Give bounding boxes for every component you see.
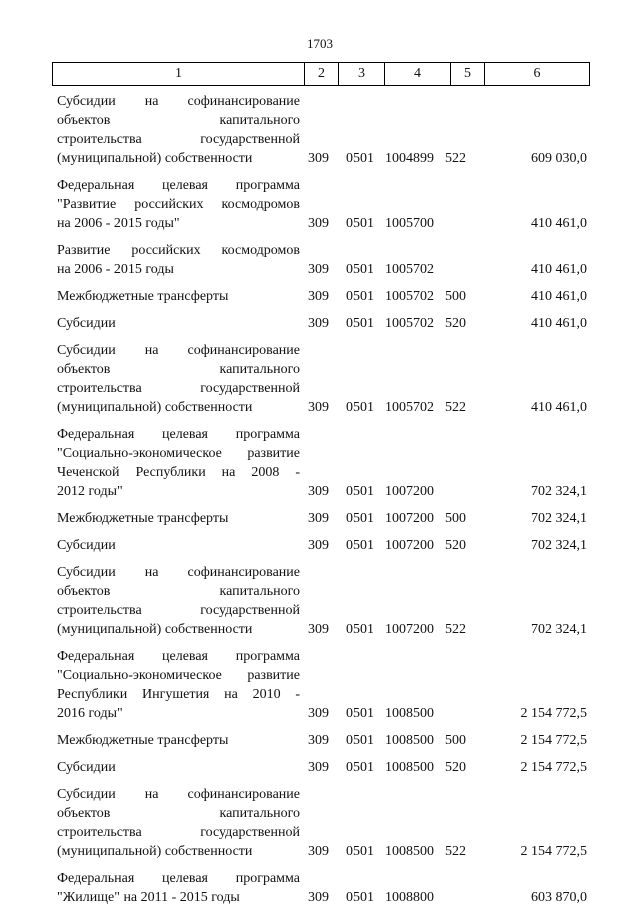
code-ministry: 309: [308, 538, 329, 553]
amount: 2 154 772,5: [520, 733, 587, 748]
description-line: строительства государственной: [57, 825, 300, 840]
table-row: [57, 536, 587, 555]
code-expense-type: 500: [445, 733, 466, 748]
description-line: Субсидии на софинансирование: [57, 94, 300, 109]
code-ministry: 309: [308, 151, 329, 166]
description-line: Межбюджетные трансферты: [57, 289, 229, 304]
code-target-article: 1005700: [385, 216, 434, 231]
description-line: Федеральная целевая программа: [57, 178, 300, 193]
amount: 2 154 772,5: [520, 844, 587, 859]
description-line: Чеченской Республики на 2008 -: [57, 465, 300, 480]
description-line: Субсидии: [57, 316, 116, 331]
code-section: 0501: [346, 400, 374, 415]
code-expense-type: 520: [445, 760, 466, 775]
table-row: [57, 314, 587, 333]
table-header-row: [52, 62, 590, 86]
code-ministry: 309: [308, 289, 329, 304]
amount: 410 461,0: [531, 216, 587, 231]
description-line: объектов капитального: [57, 362, 300, 377]
description-line: Субсидии: [57, 760, 116, 775]
header-col-2: 2: [305, 63, 339, 85]
description-line: Межбюджетные трансферты: [57, 511, 229, 526]
amount: 609 030,0: [531, 151, 587, 166]
code-target-article: 1005702: [385, 316, 434, 331]
header-col-3: 3: [339, 63, 385, 85]
amount: 603 870,0: [531, 890, 587, 905]
row-description: [57, 425, 300, 501]
row-description: [57, 92, 300, 168]
table-row: [57, 563, 587, 639]
code-target-article: 1004899: [385, 151, 434, 166]
code-section: 0501: [346, 706, 374, 721]
description-line: Субсидии: [57, 538, 116, 553]
code-section: 0501: [346, 760, 374, 775]
code-ministry: 309: [308, 890, 329, 905]
description-line: (муниципальной) собственности: [57, 622, 253, 637]
amount: 410 461,0: [531, 316, 587, 331]
description-line: объектов капитального: [57, 113, 300, 128]
code-ministry: 309: [308, 622, 329, 637]
code-expense-type: 522: [445, 151, 466, 166]
code-ministry: 309: [308, 262, 329, 277]
header-col-5: 5: [451, 63, 485, 85]
table-row: [57, 785, 587, 861]
row-description: [57, 341, 300, 417]
code-target-article: 1008500: [385, 733, 434, 748]
description-line: Федеральная целевая программа: [57, 649, 300, 664]
code-section: 0501: [346, 622, 374, 637]
description-line: Республики Ингушетия на 2010 -: [57, 687, 300, 702]
description-line: Развитие российских космодромов: [57, 243, 300, 258]
code-expense-type: 500: [445, 289, 466, 304]
code-section: 0501: [346, 890, 374, 905]
description-line: (муниципальной) собственности: [57, 151, 253, 166]
description-line: "Социально-экономическое развитие: [57, 446, 300, 461]
row-description: [57, 536, 300, 555]
code-section: 0501: [346, 511, 374, 526]
description-line: (муниципальной) собственности: [57, 844, 253, 859]
code-target-article: 1007200: [385, 622, 434, 637]
table-row: [57, 176, 587, 233]
code-section: 0501: [346, 316, 374, 331]
amount: 410 461,0: [531, 400, 587, 415]
row-description: [57, 731, 300, 750]
description-line: "Социально-экономическое развитие: [57, 668, 300, 683]
description-line: Межбюджетные трансферты: [57, 733, 229, 748]
row-description: [57, 869, 300, 907]
code-ministry: 309: [308, 706, 329, 721]
code-ministry: 309: [308, 484, 329, 499]
code-section: 0501: [346, 262, 374, 277]
table-body: [57, 92, 587, 915]
code-expense-type: 520: [445, 538, 466, 553]
description-line: строительства государственной: [57, 132, 300, 147]
description-line: объектов капитального: [57, 806, 300, 821]
table-row: [57, 341, 587, 417]
table-row: [57, 92, 587, 168]
row-description: [57, 509, 300, 528]
code-expense-type: 522: [445, 400, 466, 415]
table-row: [57, 731, 587, 750]
row-description: [57, 287, 300, 306]
code-ministry: 309: [308, 511, 329, 526]
code-expense-type: 520: [445, 316, 466, 331]
amount: 410 461,0: [531, 289, 587, 304]
code-ministry: 309: [308, 733, 329, 748]
amount: 2 154 772,5: [520, 706, 587, 721]
description-line: 2012 годы": [57, 484, 123, 499]
row-description: [57, 176, 300, 233]
row-description: [57, 563, 300, 639]
code-expense-type: 522: [445, 844, 466, 859]
description-line: объектов капитального: [57, 584, 300, 599]
table-row: [57, 869, 587, 907]
code-section: 0501: [346, 538, 374, 553]
code-ministry: 309: [308, 400, 329, 415]
code-target-article: 1008500: [385, 706, 434, 721]
header-col-6: 6: [533, 66, 541, 81]
table-row: [57, 241, 587, 279]
description-line: на 2006 - 2015 годы": [57, 216, 180, 231]
amount: 702 324,1: [531, 622, 587, 637]
code-target-article: 1007200: [385, 484, 434, 499]
description-line: "Жилище" на 2011 - 2015 годы: [57, 890, 240, 905]
page-number: 1703: [307, 36, 333, 51]
description-line: строительства государственной: [57, 603, 300, 618]
table-row: [57, 425, 587, 501]
code-ministry: 309: [308, 760, 329, 775]
code-section: 0501: [346, 844, 374, 859]
code-section: 0501: [346, 151, 374, 166]
code-target-article: 1005702: [385, 262, 434, 277]
code-expense-type: 500: [445, 511, 466, 526]
row-description: [57, 647, 300, 723]
description-line: Федеральная целевая программа: [57, 427, 300, 442]
amount: 702 324,1: [531, 538, 587, 553]
description-line: на 2006 - 2015 годы: [57, 262, 174, 277]
header-col-4: 4: [385, 63, 451, 85]
code-expense-type: 522: [445, 622, 466, 637]
table-row: [57, 647, 587, 723]
description-line: Федеральная целевая программа: [57, 871, 300, 886]
code-target-article: 1008500: [385, 760, 434, 775]
description-line: Субсидии на софинансирование: [57, 565, 300, 580]
header-col-1: 1: [53, 63, 305, 85]
code-target-article: 1008800: [385, 890, 434, 905]
row-description: [57, 758, 300, 777]
amount: 410 461,0: [531, 262, 587, 277]
row-description: [57, 785, 300, 861]
code-target-article: 1007200: [385, 538, 434, 553]
table-row: [57, 287, 587, 306]
amount: 702 324,1: [531, 484, 587, 499]
row-description: [57, 314, 300, 333]
table-row: [57, 509, 587, 528]
description-line: (муниципальной) собственности: [57, 400, 253, 415]
amount: 2 154 772,5: [520, 760, 587, 775]
code-ministry: 309: [308, 216, 329, 231]
amount: 702 324,1: [531, 511, 587, 526]
description-line: Субсидии на софинансирование: [57, 787, 300, 802]
code-ministry: 309: [308, 844, 329, 859]
code-section: 0501: [346, 733, 374, 748]
description-line: 2016 годы": [57, 706, 123, 721]
code-ministry: 309: [308, 316, 329, 331]
code-section: 0501: [346, 289, 374, 304]
description-line: Субсидии на софинансирование: [57, 343, 300, 358]
description-line: "Развитие российских космодромов: [57, 197, 300, 212]
code-target-article: 1007200: [385, 511, 434, 526]
description-line: строительства государственной: [57, 381, 300, 396]
table-row: [57, 758, 587, 777]
code-target-article: 1005702: [385, 289, 434, 304]
code-target-article: 1008500: [385, 844, 434, 859]
code-section: 0501: [346, 216, 374, 231]
code-target-article: 1005702: [385, 400, 434, 415]
code-section: 0501: [346, 484, 374, 499]
row-description: [57, 241, 300, 279]
